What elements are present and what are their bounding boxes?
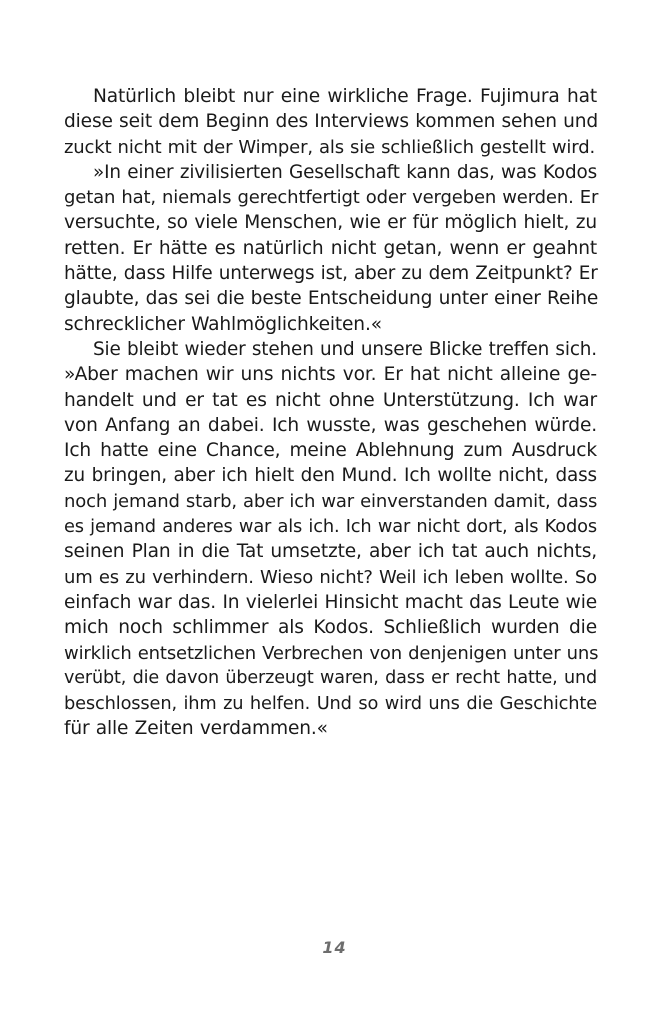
paragraph-3-line-7: noch jemand starb, aber ich war einverstanden damit, dass bbox=[64, 490, 598, 512]
paragraph-3-line-13: wirklich entsetzlichen Verbrechen von denjenigen unter uns bbox=[64, 642, 599, 664]
paragraph-3-line-14: verübt, die davon überzeugt waren, dass er recht hatte, und bbox=[64, 667, 597, 688]
paragraph-2-line-7: schrecklicher Wahlmöglichkeiten.« bbox=[64, 313, 382, 335]
paragraph-3-line-11: einfach war das. In vielerlei Hinsicht macht das Leute wie bbox=[64, 591, 597, 613]
paragraph-3-line-1: Sie bleibt wieder stehen und unsere Blicke treffen sich. bbox=[93, 338, 597, 360]
paragraph-3-line-2: »Aber machen wir uns nichts vor. Er hat nicht alleine ge- bbox=[64, 364, 597, 386]
paragraph-3-line-4: von Anfang an dabei. Ich wusste, was geschehen würde. bbox=[64, 414, 597, 436]
paragraph-2-line-4: retten. Er hätte es natürlich nicht getan, wenn er geahnt bbox=[64, 237, 597, 259]
paragraph-3-line-16: für alle Zeiten verdammen.« bbox=[64, 718, 328, 740]
paragraph-2-line-2: getan hat, niemals gerechtfertigt oder vergeben werden. Er bbox=[64, 187, 599, 209]
paragraph-3-line-9: seinen Plan in die Tat umsetzte, aber ich tat auch nichts, bbox=[64, 541, 597, 563]
paragraph-3-line-8: es jemand anderes war als ich. Ich war nicht dort, als Kodos bbox=[64, 516, 597, 538]
body-text bbox=[64, 84, 597, 742]
paragraph-3-line-10: um es zu verhindern. Wieso nicht? Weil ich leben wollte. So bbox=[64, 566, 597, 588]
paragraph-1-line-3: zuckt nicht mit der Wimper, als sie schließlich gestellt wird. bbox=[64, 136, 596, 158]
paragraph-3-line-3: handelt und er tat es nicht ohne Unterstützung. Ich war bbox=[64, 389, 597, 411]
paragraph-3-line-15: beschlossen, ihm zu helfen. Und so wird uns die Geschichte bbox=[64, 693, 597, 715]
paragraph-1-line-2: diese seit dem Beginn des Interviews kommen sehen und bbox=[64, 111, 599, 133]
page-number: 14 bbox=[322, 938, 347, 957]
paragraph-3-line-12: mich noch schlimmer als Kodos. Schließlich wurden die bbox=[64, 617, 597, 639]
paragraph-2-line-5: hätte, dass Hilfe unterwegs ist, aber zu dem Zeitpunkt? Er bbox=[64, 263, 598, 285]
paragraph-1-line-1: Natürlich bleibt nur eine wirkliche Frage. Fujimura hat bbox=[93, 86, 597, 107]
paragraph-2-line-3: versuchte, so viele Menschen, wie er für möglich hielt, zu bbox=[64, 212, 597, 234]
paragraph-3-line-5: Ich hatte eine Chance, meine Ablehnung zum Ausdruck bbox=[64, 440, 597, 462]
paragraph-2-line-1: »In einer zivilisierten Gesellschaft kann das, was Kodos bbox=[93, 161, 597, 183]
paragraph-3-line-6: zu bringen, aber ich hielt den Mund. Ich wollte nicht, dass bbox=[64, 465, 597, 487]
paragraph-2-line-6: glaubte, das sei die beste Entscheidung unter einer Reihe bbox=[64, 288, 599, 310]
